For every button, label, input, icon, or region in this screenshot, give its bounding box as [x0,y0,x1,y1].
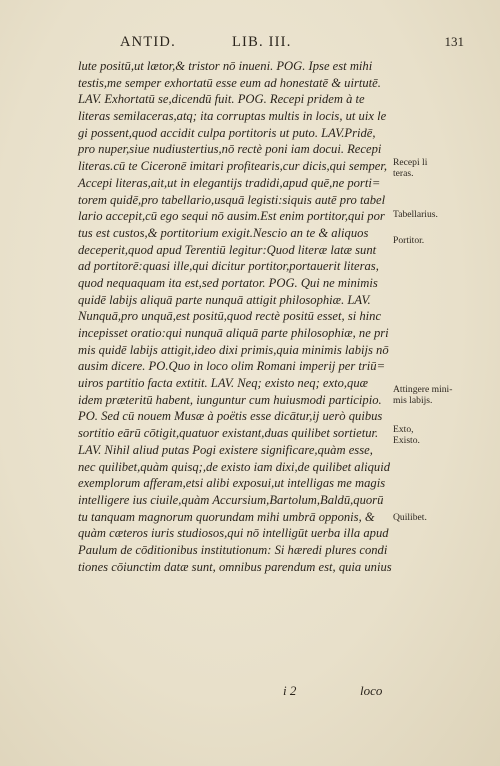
text-line: deceperit,quod apud Terentiū legitur:Quod literæ latæ sunt [78,242,377,257]
margin-note-exto-existo: Exto, Existo. [393,424,420,446]
margin-note-recepi-literas: Recepi li teras. [393,157,428,179]
text-line: LAV. Exhortatū se,dicendū fuit. POG. Recepi pridem à te [78,92,365,107]
text-line: tiones cōiunctim datæ sunt, omnibus parendum est, quia unius [78,559,392,574]
text-line: Paulum de cōditionibus institutionum: Si hæredi plures condi [78,542,388,557]
text-line: uiros partitio facta extitit. LAV. Neq; existo neq; exto,quæ [78,376,369,391]
page-number: 131 [444,34,464,49]
text-line: exemplorum afferam,etsi alibi exposui,ut intelligas me magis [78,476,386,491]
text-line: torem quidē,pro tabellario,usquā legisti:siquis autē pro tabel [78,192,386,207]
text-line: literas semilaceras,atq; ita corruptas multis in locis, ut uix le [78,109,387,124]
text-line: mis quidē labijs attigit,ideo dixi primis,quia minimis labijs nō [78,342,389,357]
text-line: LAV. Nihil aliud putas Pogi existere significare,quàm esse, [78,442,373,457]
text-line: tus est custos,& portitorium exigit.Nescio an te & aliquos [78,225,369,240]
catchword: loco [360,683,383,698]
margin-note-portitor: Portitor. [393,235,425,246]
text-line: lute positū,ut lætor,& tristor nō inueni. POG. Ipse est mihi [78,59,373,73]
text-line: nec quilibet,quàm quisq;,de existo iam dixi,de quilibet aliquid [78,459,390,474]
text-line: testis,me semper exhortatū esse eum ad honestatē & uirtutē. [78,75,381,90]
margin-note-quilibet: Quilibet. [393,512,427,523]
text-line: quod nequaquam ita est,sed portator. POG. Qui ne minimis [78,275,378,290]
text-line: incepisset oratio:qui nunquā aliquā parte philosophiæ, ne pri [78,326,389,340]
text-line: intelligere ius ciuile,quàm Accursium,Bartolum,Baldū,quorū [78,492,384,507]
text-line: ausim dicere. PO.Quo in loco olim Romani imperij per triū= [78,359,386,374]
text-line: Nunquā,pro unquā,est positū,quod rectè positū esset, si hinc [78,309,382,324]
header-title-left: ANTID. [120,34,176,50]
running-header [94,34,464,52]
text-line: lario accepit,cū ego sequi nō ausim.Est enim portitor,qui por [78,209,385,224]
text-line: gi possent,quod accidit culpa portitoris ut puto. LAV.Pridē, [78,125,376,140]
text-line: ad portitorē:quasi ille,qui dicitur portitor,portauerit literas, [78,259,379,274]
text-line: pro nuper,siue nudiustertius,nō rectè poni iam docui. Recepi [78,142,382,157]
header-title-right: LIB. III. [232,34,292,50]
text-line: tu tanquam magnorum quorundam mihi umbrā opponis, & [78,509,375,524]
body-text [78,58,410,575]
text-line: quàm cæteros iuris studiosos,qui nō intelligūt uerba illa apud [78,526,389,541]
text-line: idem præteritū habent, iunguntur cum huiusmodi participio. [78,392,382,407]
margin-note-tabellarius: Tabellarius. [393,209,438,220]
text-line: Accepi literas,ait,ut in elegantijs tradidi,apud quē,ne porti= [78,175,381,190]
text-line: PO. Sed cū nouem Musæ à poëtis esse dicātur,ij uerò quibus [78,409,383,424]
text-line: quidē labijs aliquā parte nunquā attigit philosophiæ. LAV. [78,292,371,307]
signature-mark: i 2 [283,683,297,698]
margin-note-attingere: Attingere mini- mis labijs. [393,384,453,406]
text-line: literas.cū te Ciceronē imitari profitearis,cur dicis,qui semper, [78,159,387,174]
text-line: sortitio eārū cōtigit,quatuor existant,duas quilibet sortietur. [78,426,379,441]
page-footer [0,683,500,701]
